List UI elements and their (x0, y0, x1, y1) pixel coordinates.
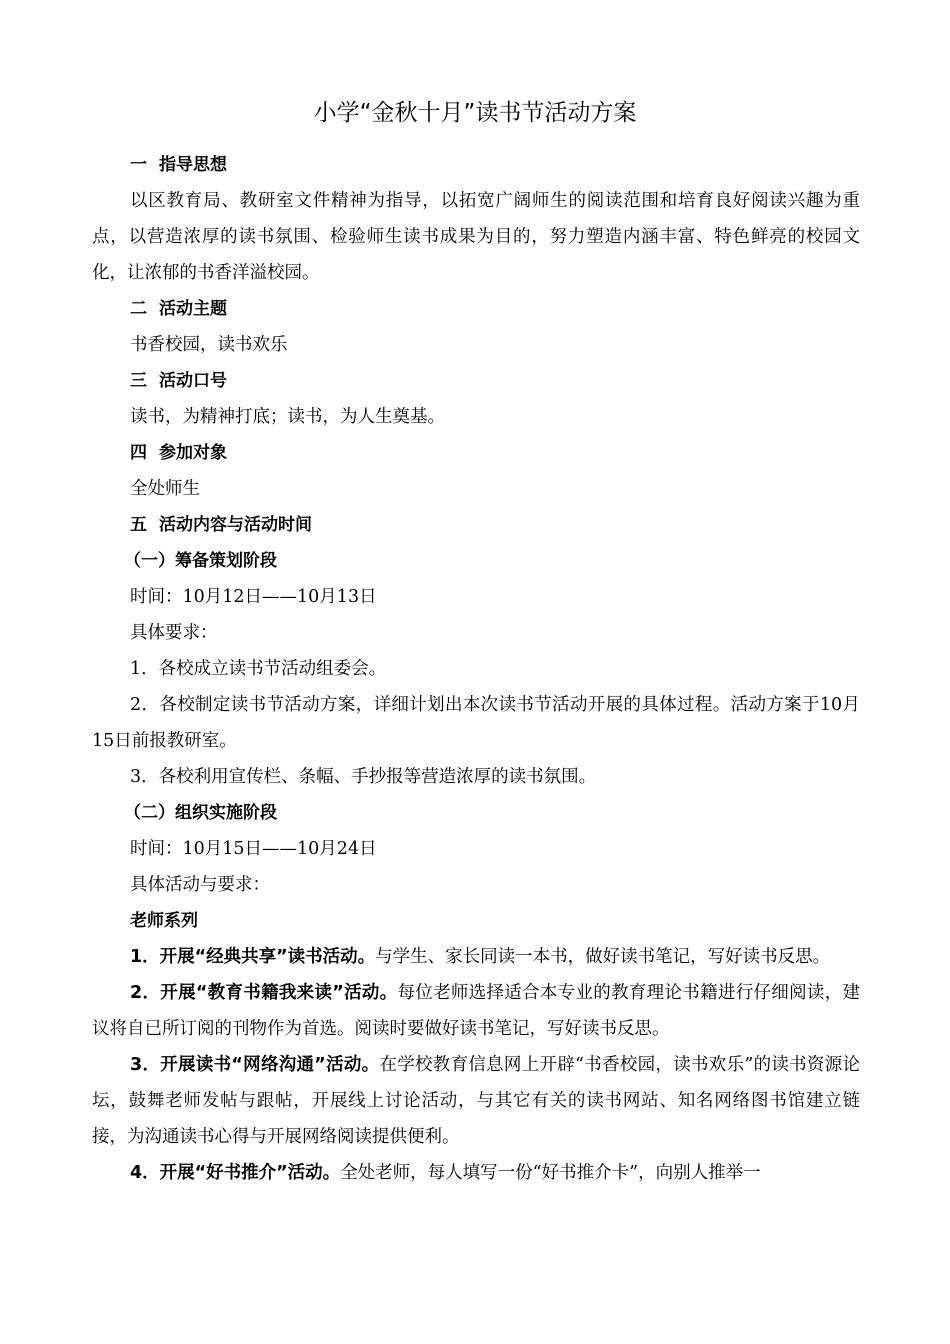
theme-paragraph: 书香校园，读书欢乐 (130, 335, 288, 355)
item-lead: 3．开展读书“网络沟通”活动。 (130, 1055, 380, 1075)
phase2-heading: （二）组织实施阶段 (124, 803, 277, 823)
participants-paragraph: 全处师生 (130, 479, 200, 499)
phase1-time: 时间：10月12日——10月13日 (130, 587, 377, 607)
item-lead: 4．开展“好书推介”活动。 (130, 1163, 341, 1183)
phase1-heading: （一）筹备策划阶段 (124, 551, 277, 571)
phase2-item (92, 1155, 860, 1191)
phase2-time: 时间：10月15日——10月24日 (130, 839, 377, 859)
section-number: 一 (130, 155, 147, 175)
item-text: 在学校教育信息网上开辟“书香校园，读书欢乐”的读书资源论坛，鼓舞老师发帖与跟帖，开展线上讨论活动，与其它有关的读书网站、知名网络图书馆建立链接，为沟通读书心得与开展网络阅读提供便利。 (92, 1055, 860, 1147)
item-text: 与学生、家长同读一本书，做好读书笔记，写好读书反思。 (375, 947, 831, 967)
phase2-item (92, 975, 860, 1047)
section-number: 五 (130, 515, 147, 535)
section-heading-content (92, 507, 860, 543)
page-title: 小学“金秋十月”读书节活动方案 (313, 100, 637, 126)
section-heading-slogan (92, 363, 860, 399)
item-text: 全处老师，每人填写一份“好书推介卡”，向别人推举一 (340, 1163, 761, 1183)
item-lead: 2．开展“教育书籍我来读”活动。 (130, 983, 398, 1003)
section-heading-guiding (92, 147, 860, 183)
item-lead: 1．开展“经典共享”读书活动。 (130, 947, 376, 967)
document-body (92, 147, 860, 1191)
section-title: 参加对象 (159, 443, 227, 463)
phase2-item (92, 1047, 860, 1155)
phase2-requirements-label: 具体活动与要求： (130, 875, 270, 895)
section-number: 三 (130, 371, 147, 391)
section-number: 二 (130, 299, 147, 319)
phase2-item (92, 939, 860, 975)
slogan-paragraph: 读书，为精神打底；读书，为人生奠基。 (130, 407, 445, 427)
phase1-item: 1．各校成立读书节活动组委会。 (130, 659, 387, 679)
section-heading-theme (92, 291, 860, 327)
phase1-item: 3．各校利用宣传栏、条幅、手抄报等营造浓厚的读书氛围。 (130, 767, 597, 787)
phase1-item: 2．各校制定读书节活动方案，详细计划出本次读书节活动开展的具体过程。活动方案于10月15日前报教研室。 (92, 695, 860, 751)
section-title: 活动口号 (159, 371, 227, 391)
section-title: 活动主题 (159, 299, 227, 319)
teacher-series-heading: 老师系列 (130, 911, 198, 931)
guiding-paragraph: 以区教育局、教研室文件精神为指导，以拓宽广阔师生的阅读范围和培育良好阅读兴趣为重点，以营造浓厚的读书氛围、检验师生读书成果为目的，努力塑造内涵丰富、特色鲜亮的校园文化，让浓郁的书香洋溢校园。 (92, 191, 860, 283)
section-title: 活动内容与活动时间 (159, 515, 312, 535)
item-text: 每位老师选择适合本专业的教育理论书籍进行仔细阅读，建议将自已所订阅的刊物作为首选。阅读时要做好读书笔记，写好读书反思。 (92, 983, 860, 1039)
section-heading-participants (92, 435, 860, 471)
section-number: 四 (130, 443, 147, 463)
section-title: 指导思想 (159, 155, 227, 175)
phase1-requirements-label: 具体要求： (130, 623, 218, 643)
